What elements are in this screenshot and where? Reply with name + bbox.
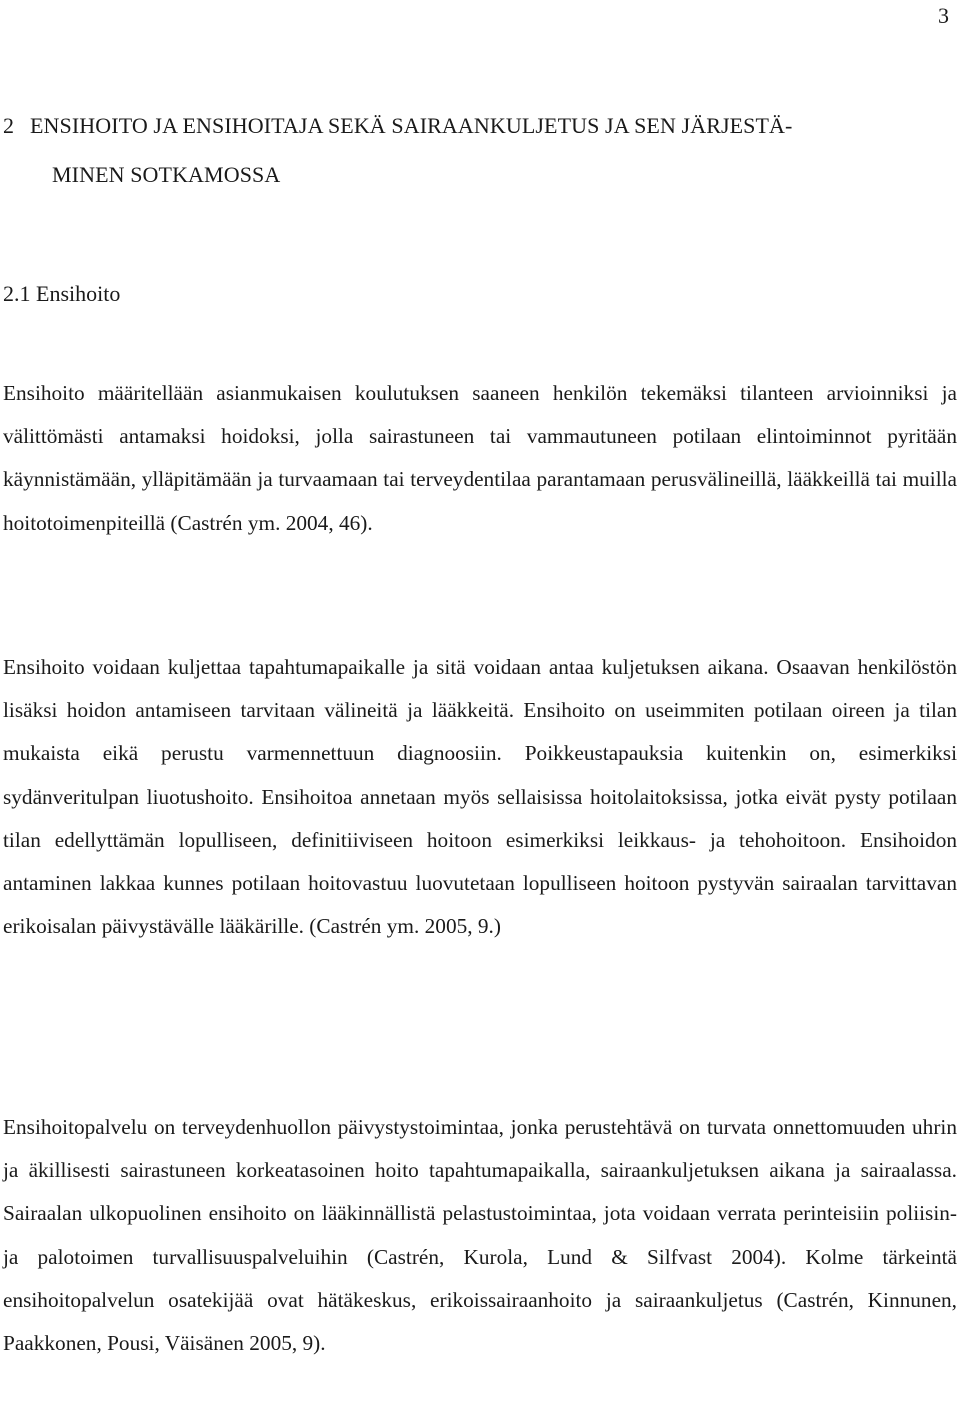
paragraph-ensihoitopalvelu: Ensihoitopalvelu on terveydenhuollon päivystystoimintaa, jonka perustehtävä on turvata onnettomuuden uhrin ja äkillisesti sairastuneen korkeatasoinen hoito tapahtumapaikalla, sairaankuljetuksen aikana ja sairaalassa. Sairaalan ulkopuolinen ensihoito on lääkinnällistä pelastustoimintaa, jota voidaan verrata perinteisiin poliisin- ja palotoimen turvallisuuspalveluihin (Castrén, Kurola, Lund & Silfvast 2004). Kolme tärkeintä ensihoitopalvelun osatekijää ovat hätäkeskus, erikoissairaanhoito ja sairaankuljetus (Castrén, Kinnunen, Paakkonen, Pousi, Väisänen 2005, 9). — [3, 1115, 957, 1356]
paragraph-ensihoito-definition: Ensihoito määritellään asianmukaisen koulutuksen saaneen henkilön tekemäksi tilanteen arvioinniksi ja välittömästi antamaksi hoidoksi, jolla sairastuneen tai vammautuneen potilaan elintoiminnot pyritään käynnistämään, ylläpitämään ja turvaamaan tai terveydentilaa parantamaan perusvälineillä, lääkkeillä tai muilla hoitotoimenpiteillä (Castrén ym. 2004, 46). — [3, 381, 957, 535]
chapter-heading — [3, 101, 943, 199]
paragraph-ensihoito-details: Ensihoito voidaan kuljettaa tapahtumapaikalle ja sitä voidaan antaa kuljetuksen aikana. Osaavan henkilöstön lisäksi hoidon antamiseen tarvitaan välineitä ja lääkkeitä. Ensihoito on useimmiten potilaan oireen ja tilan mukaista eikä perustu varmennettuun diagnoosiin. Poikkeustapauksia kuitenkin on, esimerkiksi sydänveritulpan liuotushoito. Ensihoitoa annetaan myös sellaisissa hoitolaitoksissa, jotka eivät pysty potilaan tilan edellyttämän lopulliseen, definitiiviseen hoitoon esimerkiksi leikkaus- ja tehohoitoon. Ensihoidon antaminen lakkaa kunnes potilaan hoitovastuu luovutetaan lopulliseen hoitoon pystyvän sairaalan tarvittavan erikoisalan päivystävälle lääkärille. (Castrén ym. 2005, 9.) — [3, 655, 957, 939]
chapter-number: 2 — [3, 113, 15, 138]
section-heading: 2.1 Ensihoito — [3, 281, 121, 306]
chapter-title-line-1: ENSIHOITO JA ENSIHOITAJA SEKÄ SAIRAANKULJETUS JA SEN JÄRJESTÄ- — [30, 113, 793, 138]
chapter-title-line-2: MINEN SOTKAMOSSA — [52, 162, 281, 187]
page-number: 3 — [938, 3, 949, 28]
